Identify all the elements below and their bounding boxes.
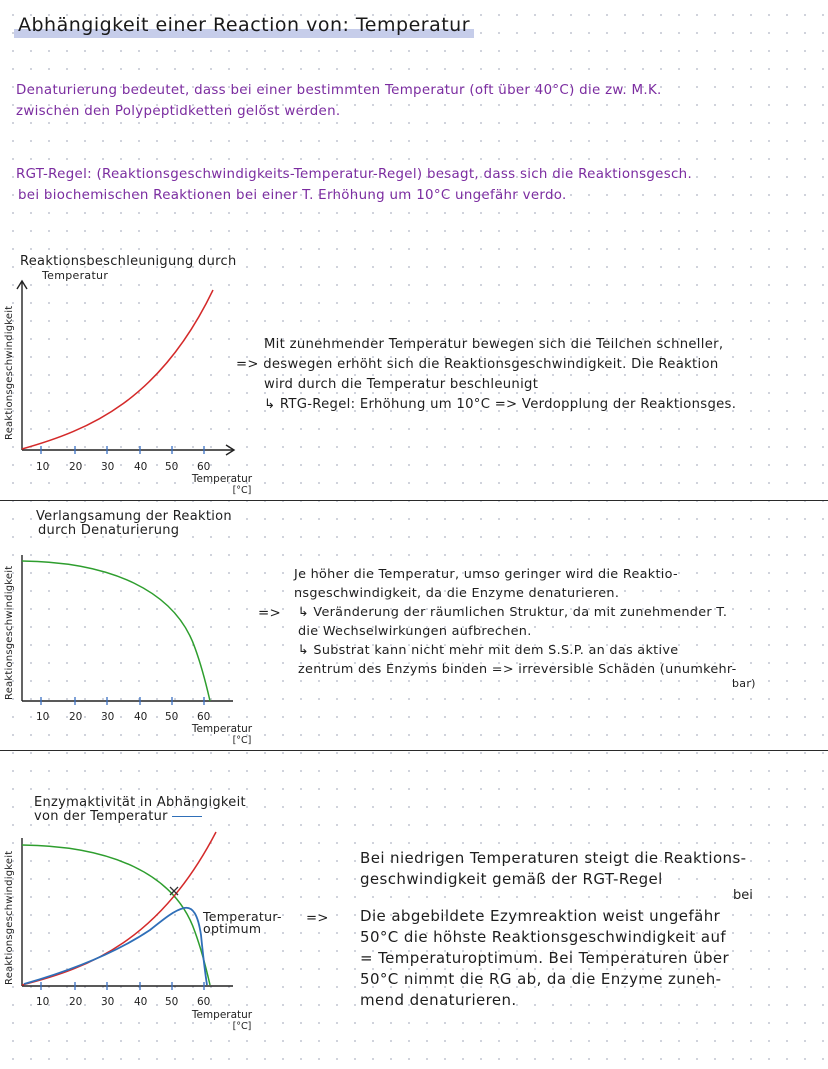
graph1-note-2: => deswegen erhöht sich die Reaktionsgeschwindigkeit. Die Reaktion bbox=[236, 357, 719, 372]
graph2-caption-line-2: durch Denaturierung bbox=[38, 523, 180, 538]
graph3-optimum-marker-icon bbox=[170, 887, 178, 895]
graph3-optimum-label-line-2: optimum bbox=[203, 921, 262, 936]
graph3-tick-40: 40 bbox=[134, 996, 148, 1008]
graph1-caption-line-2: Temperatur bbox=[42, 269, 109, 282]
graph3-para2-line-5: mend denaturieren. bbox=[360, 991, 517, 1009]
graph3-tick-20: 20 bbox=[69, 996, 83, 1008]
graph3-para2-line-1: Die abgebildete Ezymreaktion weist ungefähr bbox=[360, 907, 721, 925]
graph3-insert-word: bei bbox=[733, 888, 753, 903]
graph3-caption-line-1: Enzymaktivität in Abhängigkeit bbox=[34, 795, 246, 810]
graph1-x-axis-name: Temperatur bbox=[191, 473, 253, 485]
graph2-caption-line-1: Verlangsamung der Reaktion bbox=[36, 509, 232, 524]
graph3-optimum-label bbox=[203, 911, 282, 935]
graph2-note-4: die Wechselwirkungen aufbrechen. bbox=[298, 624, 532, 639]
graph2-tick-60: 60 bbox=[197, 711, 211, 723]
graph3-tick-50: 50 bbox=[165, 996, 179, 1008]
graph3-axes bbox=[22, 838, 233, 990]
graph1-tick-50: 50 bbox=[165, 461, 179, 473]
denaturierung-line-2: zwischen den Polypeptidketten gelöst werden. bbox=[16, 104, 341, 119]
graph3-x-axis-name: Temperatur bbox=[191, 1009, 253, 1021]
graph3-para2-line-3: = Temperaturoptimum. Bei Temperaturen über bbox=[360, 949, 730, 967]
graph1-tick-20: 20 bbox=[69, 461, 83, 473]
graph2-x-axis-name: Temperatur bbox=[191, 723, 253, 735]
graph3-arrow: => bbox=[306, 911, 329, 926]
denaturierung-line-1: Denaturierung bedeutet, dass bei einer bestimmten Temperatur (oft über 40°C) die zw. M.K. bbox=[16, 83, 662, 98]
graph1-note-3: wird durch die Temperatur beschleunigt bbox=[264, 377, 539, 392]
graph2-x-axis-unit: [°C] bbox=[232, 735, 252, 746]
graph3-caption-line-2-text: von der Temperatur bbox=[34, 809, 168, 824]
graph2-y-axis-label: Reaktionsgeschwindigkeit bbox=[4, 565, 15, 700]
graph1-tick-40: 40 bbox=[134, 461, 148, 473]
graph1-caption-line-1: Reaktionsbeschleunigung durch bbox=[20, 254, 237, 269]
graph1-tick-30: 30 bbox=[101, 461, 115, 473]
graph2-note-7: bar) bbox=[732, 677, 756, 690]
graph3-tick-10: 10 bbox=[36, 996, 50, 1008]
graph3-paragraph-1 bbox=[360, 848, 747, 890]
graph3-tick-60: 60 bbox=[197, 996, 211, 1008]
graph3-x-axis-unit: [°C] bbox=[232, 1021, 252, 1032]
graph2-note-5: ↳ Substrat kann nicht mehr mit dem S.S.P. an das aktive bbox=[298, 643, 679, 658]
graph3-denaturation-curve bbox=[22, 845, 210, 985]
rgt-line-2: bei biochemischen Reaktionen bei einer T. Erhöhung um 10°C ungefähr verdo. bbox=[18, 188, 567, 203]
graph2-note-3: ↳ Veränderung der räumlichen Struktur, da mit zunehmender T. bbox=[298, 605, 728, 620]
page-title: Abhängigkeit einer Reaction von: Temperatur bbox=[14, 14, 474, 38]
graph3-y-axis-label: Reaktionsgeschwindigkeit bbox=[4, 850, 15, 985]
graph1-note-4: ↳ RTG-Regel: Erhöhung um 10°C => Verdopplung der Reaktionsges. bbox=[264, 397, 737, 412]
graph2-arrow: => bbox=[258, 606, 282, 621]
graph1-tick-60: 60 bbox=[197, 461, 211, 473]
graph3-para1-line-1: Bei niedrigen Temperaturen steigt die Reaktions- bbox=[360, 849, 747, 867]
graph2-note-2: nsgeschwindigkeit, da die Enzyme denaturieren. bbox=[294, 586, 620, 601]
graph2-tick-20: 20 bbox=[69, 711, 83, 723]
graph3-para2-line-2: 50°C die höhste Reaktionsgeschwindigkeit auf bbox=[360, 928, 727, 946]
graph1-y-axis-label: Reaktionsgeschwindigkeit bbox=[4, 305, 15, 440]
graph3-tick-30: 30 bbox=[101, 996, 115, 1008]
graph1-note-1: Mit zunehmender Temperatur bewegen sich die Teilchen schneller, bbox=[264, 337, 724, 352]
rgt-line-1: RGT-Regel: (Reaktionsgeschwindigkeits-Temperatur-Regel) besagt, dass sich die Reaktionsgesch. bbox=[16, 167, 693, 182]
graph3-para2-line-4: 50°C nimmt die RG ab, da die Enzyme zuneh- bbox=[360, 970, 722, 988]
graph3-x-axis-label bbox=[186, 1010, 258, 1032]
graph3-activity-curve bbox=[24, 908, 207, 985]
graph2-note-6: zentrum des Enzyms binden => irreversible Schäden (unumkehr- bbox=[298, 662, 737, 677]
graph2-tick-30: 30 bbox=[101, 711, 115, 723]
graph2-tick-40: 40 bbox=[134, 711, 148, 723]
graph1-tick-10: 10 bbox=[36, 461, 50, 473]
graph2-tick-10: 10 bbox=[36, 711, 50, 723]
graph1-x-axis-unit: [°C] bbox=[232, 485, 252, 496]
graph2-tick-50: 50 bbox=[165, 711, 179, 723]
graph2-note-1: Je höher die Temperatur, umso geringer wird die Reaktio- bbox=[294, 567, 678, 582]
graph3-para1-line-2: geschwindigkeit gemäß der RGT-Regel bbox=[360, 870, 663, 888]
graph3-optimum-label-line-1: Temperatur- bbox=[203, 909, 282, 924]
graph3-paragraph-2 bbox=[360, 906, 729, 1011]
